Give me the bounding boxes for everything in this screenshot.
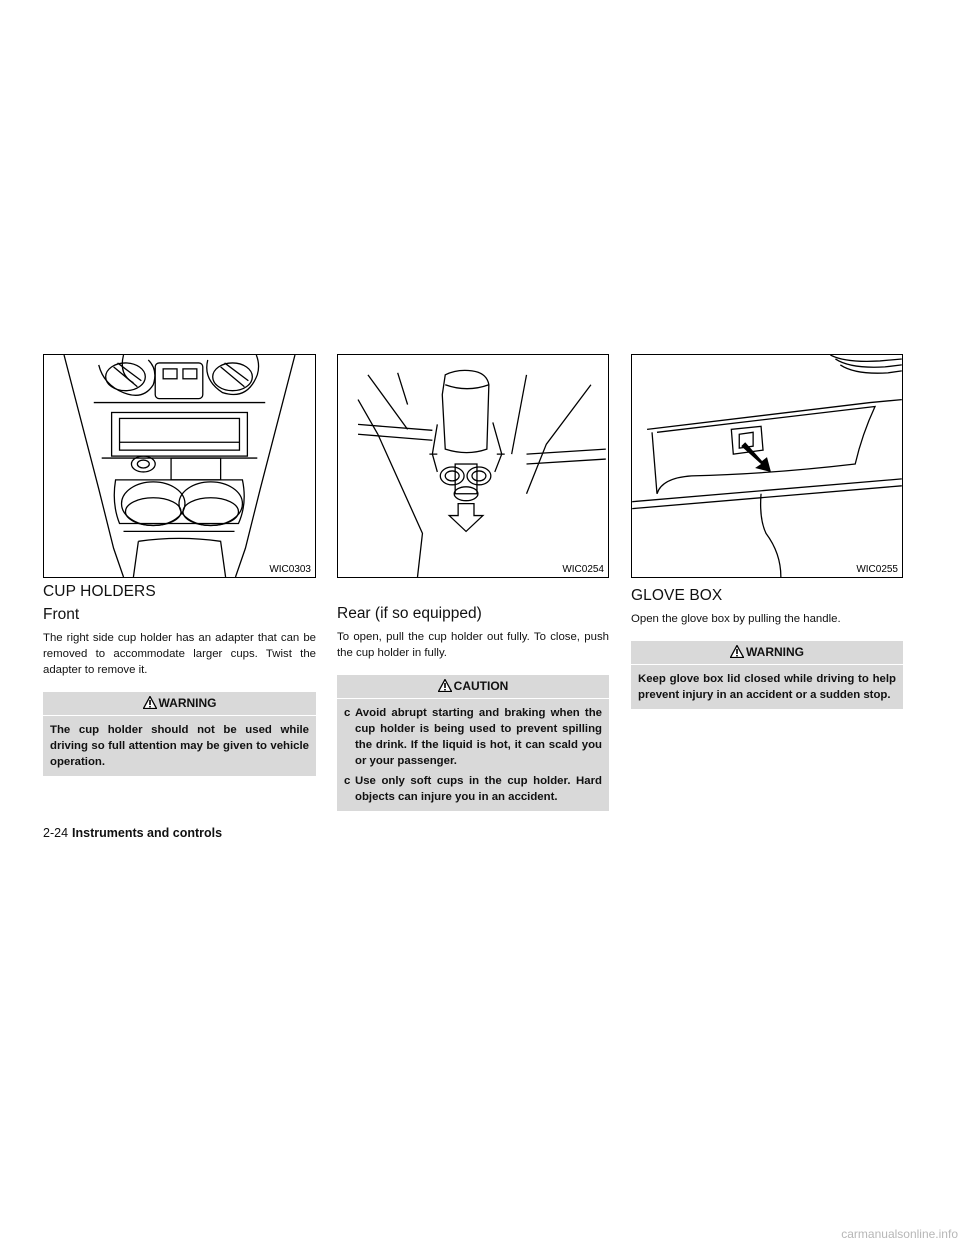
page-number: 2-24: [43, 826, 69, 840]
subsection-heading: Front: [43, 606, 80, 623]
figure-code: WIC0254: [562, 564, 604, 575]
caution-triangle-icon: [438, 679, 452, 695]
caution-list: [337, 699, 609, 811]
warning-title: WARNING: [746, 645, 804, 659]
figure-front-cup-holder: [43, 354, 316, 578]
figure-rear-cup-holder: [337, 354, 609, 578]
warning-text: The cup holder should not be used while driving so full attention may be given to vehicle operation.: [50, 724, 309, 768]
bullet-glyph: c: [344, 775, 351, 787]
page-footer: [43, 826, 222, 840]
caution-box: [337, 675, 609, 811]
section-name: Instruments and controls: [72, 826, 223, 840]
figure-code: WIC0303: [269, 564, 311, 575]
body-paragraph: The right side cup holder has an adapter that can be removed to accommodate larger cups. Twist the adapter to remove it.: [43, 632, 316, 676]
section-heading: GLOVE BOX: [631, 587, 723, 604]
figure-code: WIC0255: [856, 564, 898, 575]
column-cup-holders-front: [43, 354, 316, 776]
watermark: carmanualsonline.info: [841, 1227, 958, 1241]
warning-triangle-icon: [730, 645, 744, 661]
caution-item-text: Use only soft cups in the cup holder. Hard objects can injure you in an accident.: [355, 775, 602, 803]
bullet-glyph: c: [344, 707, 351, 719]
section-heading: CUP HOLDERS: [43, 583, 156, 600]
caution-item: [344, 705, 602, 769]
caution-header: [337, 675, 609, 699]
warning-header: [631, 641, 903, 665]
caution-item: [344, 773, 602, 805]
glove-box-illustration: [632, 355, 902, 577]
column-glove-box: [631, 354, 903, 709]
front-console-illustration: [44, 355, 315, 577]
column-cup-holders-rear: [337, 354, 609, 811]
warning-title: WARNING: [158, 696, 217, 710]
caution-title: CAUTION: [453, 679, 509, 693]
warning-text: Keep glove box lid closed while driving to help prevent injury in an accident or a sudden stop.: [638, 673, 896, 701]
subsection-heading: Rear (if so equipped): [337, 605, 482, 622]
rear-cup-holder-illustration: [338, 355, 608, 577]
warning-box: [43, 692, 316, 776]
warning-triangle-icon: [143, 696, 157, 712]
figure-glove-box: [631, 354, 903, 578]
body-paragraph: Open the glove box by pulling the handle.: [631, 613, 841, 625]
caution-item-text: Avoid abrupt starting and braking when the cup holder is being used to prevent spilling the drink. If the liquid is hot, it can scald you or your passenger.: [355, 707, 602, 767]
body-paragraph: To open, pull the cup holder out fully. To close, push the cup holder in fully.: [337, 631, 609, 659]
warning-box: [631, 641, 903, 709]
warning-header: [43, 692, 316, 716]
